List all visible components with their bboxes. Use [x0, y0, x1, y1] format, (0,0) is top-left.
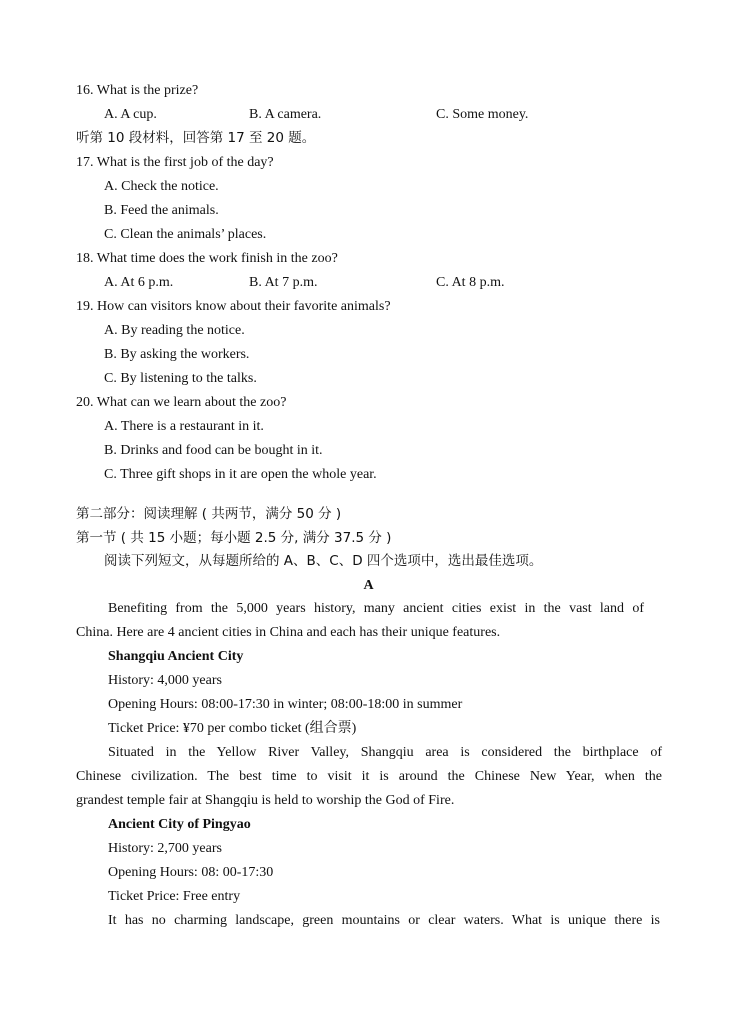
city1-hours: Opening Hours: 08:00-17:30 in winter; 08:00-18:00 in summer [108, 697, 463, 712]
q17-option-a: A. Check the notice. [104, 179, 219, 194]
q20-stem: 20. What can we learn about the zoo? [76, 395, 287, 410]
section-one-title: 第一节 ( 共 15 小题；每小题 2.5 分, 满分 37.5 分 ) [76, 530, 392, 546]
q17-option-b: B. Feed the animals. [104, 203, 219, 218]
q19-option-b: B. By asking the workers. [104, 347, 250, 362]
city2-history: History: 2,700 years [108, 841, 222, 856]
reading-instruction: 阅读下列短文，从每题所给的 A、B、C、D 四个选项中，选出最佳选项。 [104, 553, 543, 569]
q18-option-a: A. At 6 p.m. [104, 275, 174, 290]
city1-desc-line-1: Situated in the Yellow River Valley, Shangqiu area is considered the birthplace of [108, 745, 662, 760]
city1-desc-line-3: grandest temple fair at Shangqiu is held to worship the God of Fire. [76, 793, 455, 808]
q19-option-a: A. By reading the notice. [104, 323, 245, 338]
q16-option-a: A. A cup. [104, 107, 157, 122]
city2-name: Ancient City of Pingyao [108, 817, 251, 832]
passage-label: A [363, 578, 374, 593]
q19-stem: 19. How can visitors know about their favorite animals? [76, 299, 391, 314]
city1-name: Shangqiu Ancient City [108, 649, 244, 664]
q17-stem: 17. What is the first job of the day? [76, 155, 274, 170]
q16-option-b: B. A camera. [249, 107, 322, 122]
q17-option-c: C. Clean the animals’ places. [104, 227, 267, 242]
q18-option-c: C. At 8 p.m. [436, 275, 505, 290]
intro-line-1: Benefiting from the 5,000 years history, many ancient cities exist in the vast land of [108, 601, 644, 616]
city2-ticket: Ticket Price: Free entry [108, 889, 241, 904]
q20-option-b: B. Drinks and food can be bought in it. [104, 443, 323, 458]
q20-option-a: A. There is a restaurant in it. [104, 419, 264, 434]
city2-hours: Opening Hours: 08: 00-17:30 [108, 865, 274, 880]
q20-option-c: C. Three gift shops in it are open the whole year. [104, 467, 377, 482]
city2-desc-line-1: It has no charming landscape, green mountains or clear waters. What is unique there is [108, 913, 660, 928]
q18-option-b: B. At 7 p.m. [249, 275, 318, 290]
q16-stem: 16. What is the prize? [76, 83, 199, 98]
city1-desc-line-2: Chinese civilization. The best time to visit it is around the Chinese New Year, when the [76, 769, 662, 784]
q16-option-c: C. Some money. [436, 107, 529, 122]
intro-line-2: China. Here are 4 ancient cities in China and each has their unique features. [76, 625, 501, 640]
q19-option-c: C. By listening to the talks. [104, 371, 257, 386]
q18-stem: 18. What time does the work finish in the zoo? [76, 251, 338, 266]
city1-history: History: 4,000 years [108, 673, 222, 688]
part-two-title: 第二部分：阅读理解 ( 共两节，满分 50 分 ) [76, 506, 342, 522]
section-note-10: 听第 10 段材料，回答第 17 至 20 题。 [76, 130, 316, 146]
city1-ticket: Ticket Price: ¥70 per combo ticket (组合票) [108, 721, 357, 736]
